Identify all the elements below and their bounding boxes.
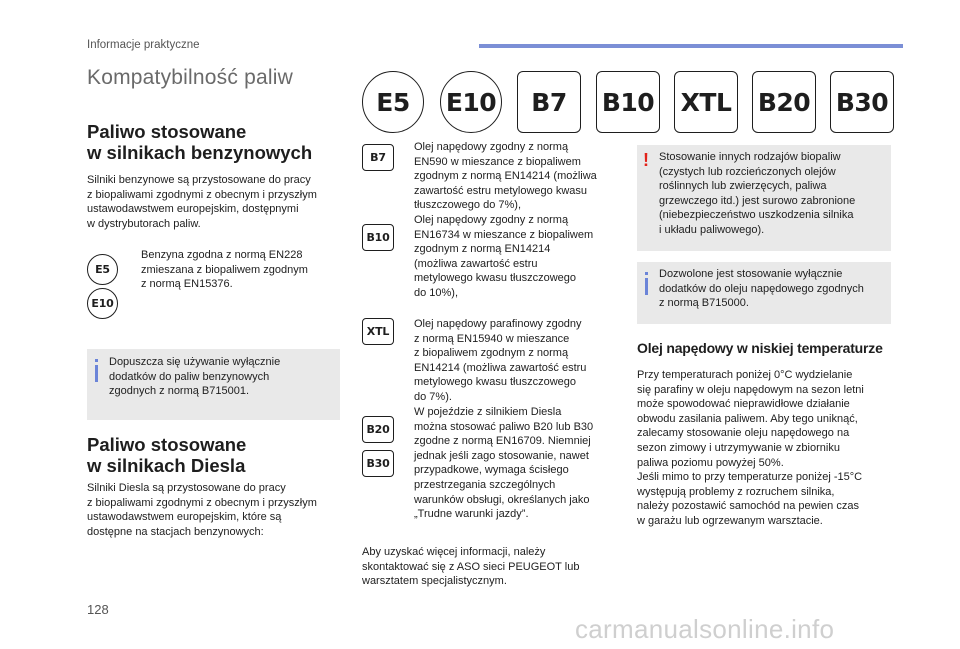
low-temp-heading: Olej napędowy w niskiej temperaturze bbox=[637, 340, 883, 356]
fuel-badge-e10-small: E10 bbox=[87, 288, 118, 319]
diesel-intro: Silniki Diesla są przystosowane do pracy z biopaliwami zgodnymi z obecnym i przyszłym ustawodawstwem europejskim, które są dostępne na stacjach benzynowych: bbox=[87, 482, 317, 538]
fuel-badge-b30-small: B30 bbox=[362, 450, 394, 477]
page-number: 128 bbox=[87, 602, 109, 617]
fuel-b10-text: Olej napędowy zgodny z normą EN16734 w mieszance z biopaliwem zgodnym z normą EN14214 (możliwa zawartość estru metylowego kwasu tłuszczowego do 10%), bbox=[414, 214, 594, 299]
watermark: carmanualsonline.info bbox=[575, 614, 835, 644]
fuel-badge-e5-small: E5 bbox=[87, 254, 118, 285]
contact-text: Aby uzyskać więcej informacji, należy skontaktować się z ASO sieci PEUGEOT lub warsztatem specjalistycznym. bbox=[362, 546, 580, 588]
fuel-badge-b10-small: B10 bbox=[362, 224, 394, 251]
header-accent-bar bbox=[479, 44, 903, 48]
warning-icon: ! bbox=[643, 150, 649, 170]
page-title: Kompatybilność paliw bbox=[87, 66, 293, 89]
fuel-badge-b20: B20 bbox=[752, 71, 816, 133]
diesel-note-box: Dozwolone jest stosowanie wyłącznie dodatków do oleju napędowego zgodnych z normą B715000. bbox=[637, 262, 891, 324]
fuel-badge-e10: E10 bbox=[440, 71, 502, 133]
petrol-intro: Silniki benzynowe są przystosowane do pracy z biopaliwami zgodnymi z obecnym i przyszłym ustawodawstwem europejskim, dostępnymi w dystrybutorach paliw. bbox=[87, 174, 317, 230]
low-temp-text: Przy temperaturach poniżej 0°C wydzielanie się parafiny w oleju napędowym na sezon letni może spowodować nieprawidłowe działanie obwodu zasilania paliwem. Aby tego uniknąć, zalecamy stosowanie oleju napędowego na sezon zimowy i utrzymywanie w zbiorniku paliwa poziomu powyżej 50%. Jeśli mimo to przy temperaturze poniżej -15°C występują problemy z rozruchem silnika, należy pozostawić samochód na pewien czas w garażu lub ogrzewanym warsztacie. bbox=[637, 369, 864, 527]
fuel-badge-xtl: XTL bbox=[674, 71, 738, 133]
petrol-note-box: Dopuszcza się używanie wyłącznie dodatków do paliw benzynowych zgodnych z normą B715001. bbox=[87, 349, 340, 420]
petrol-badge-text: Benzyna zgodna z normą EN228 zmieszana z biopaliwem zgodnym z normą EN15376. bbox=[141, 249, 308, 291]
section-header: Informacje praktyczne bbox=[87, 39, 200, 51]
fuel-badge-b7: B7 bbox=[517, 71, 581, 133]
warning-box: ! Stosowanie innych rodzajów biopaliw (czystych lub rozcieńczonych olejów roślinnych lub zwierzęcych, paliwa grzewczego itd.) jest surowo zabronione (niebezpieczeństwo uszkodzenia silnika i układu paliwowego). bbox=[637, 145, 891, 251]
fuel-badge-e5: E5 bbox=[362, 71, 424, 133]
fuel-xtl-text: Olej napędowy parafinowy zgodny z normą EN15940 w mieszance z biopaliwem zgodnym z normą EN14214 (możliwa zawartość estru metylowego kwasu tłuszczowego do 7%). bbox=[414, 318, 587, 403]
fuel-b7-text: Olej napędowy zgodny z normą EN590 w mieszance z biopaliwem zgodnym z normą EN14214 (możliwa zawartość estru metylowego kwasu tłuszczowego do 7%), bbox=[414, 141, 597, 212]
info-icon bbox=[95, 365, 98, 382]
info-icon bbox=[645, 278, 648, 295]
diesel-heading: Paliwo stosowane w silnikach Diesla bbox=[87, 434, 247, 476]
fuel-badge-b20-small: B20 bbox=[362, 416, 394, 443]
fuel-badge-b7-small: B7 bbox=[362, 144, 394, 171]
fuel-b20-b30-text: W pojeździe z silnikiem Diesla można stosować paliwo B20 lub B30 zgodne z normą EN16709. Niemniej jednak jeśli zago stosowanie, nawet przypadkowe, wymaga ścisłego przestrzegania szczególnych warunków obsługi, określanych jako „Trudne warunki jazdy”. bbox=[414, 406, 594, 521]
petrol-heading: Paliwo stosowane w silnikach benzynowych bbox=[87, 121, 313, 163]
fuel-badge-b30: B30 bbox=[830, 71, 894, 133]
fuel-badge-xtl-small: XTL bbox=[362, 318, 394, 345]
fuel-badge-b10: B10 bbox=[596, 71, 660, 133]
